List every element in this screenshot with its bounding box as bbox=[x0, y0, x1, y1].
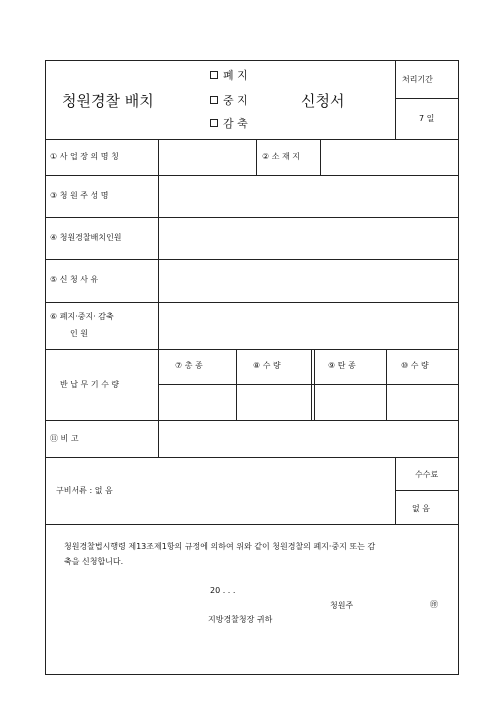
location-label: ② 소 재 지 bbox=[262, 152, 300, 161]
business-name-label: ① 사 업 장 의 명 칭 bbox=[50, 152, 119, 161]
rule bbox=[45, 259, 459, 260]
personnel-label: ④ 청원경찰배치인원 bbox=[50, 233, 122, 242]
suspend-checkbox[interactable] bbox=[210, 96, 218, 104]
returned-weapons-label: 반 납 무 기 수 량 bbox=[60, 380, 120, 389]
weapon-quantity-header: ⑧ 수 량 bbox=[253, 361, 281, 370]
weapon-type-header: ⑦ 총 종 bbox=[175, 361, 203, 370]
rule bbox=[45, 524, 459, 525]
header-divider bbox=[395, 60, 396, 139]
recipient-line: 지방경찰청장 귀하 bbox=[208, 615, 273, 624]
option-abolish-label: 폐 지 bbox=[223, 69, 248, 82]
reduce-checkbox[interactable] bbox=[210, 119, 218, 127]
owner-name-label: ③ 청 원 주 성 명 bbox=[50, 191, 109, 200]
option-reduce-label: 감 축 bbox=[223, 117, 248, 130]
statement-line-2: 축을 신청합니다. bbox=[64, 557, 124, 566]
rule bbox=[45, 420, 459, 421]
rule bbox=[45, 139, 459, 140]
ammo-type-header: ⑨ 탄 종 bbox=[328, 361, 356, 370]
required-documents: 구비서류 : 없 음 bbox=[56, 486, 113, 495]
rule bbox=[45, 302, 459, 303]
rule bbox=[320, 139, 321, 175]
option-suspend-label: 중 지 bbox=[223, 94, 248, 107]
change-personnel-label-2: 인 원 bbox=[70, 329, 88, 338]
option-reduce bbox=[210, 117, 248, 131]
rule bbox=[395, 490, 459, 491]
rule bbox=[311, 349, 312, 420]
fee-value: 없 음 bbox=[412, 504, 430, 513]
processing-period-label: 처리기간 bbox=[402, 75, 433, 84]
rule bbox=[45, 457, 459, 458]
statement-line-1: 청원경찰법시행령 제13조제1항의 규정에 의하여 위와 같이 청원경찰의 폐지·중지 또는 감 bbox=[64, 542, 376, 551]
seal-mark: ㊞ bbox=[430, 600, 438, 609]
rule bbox=[236, 349, 237, 420]
fee-label: 수수료 bbox=[415, 470, 439, 479]
remarks-label: ⑪ 비 고 bbox=[50, 434, 79, 443]
rule bbox=[158, 384, 459, 385]
option-suspend bbox=[210, 94, 248, 108]
rule bbox=[386, 349, 387, 420]
rule bbox=[45, 175, 459, 176]
option-abolish bbox=[210, 69, 248, 83]
ammo-quantity-header: ⑩ 수 량 bbox=[401, 361, 429, 370]
form-title-left: 청원경찰 배치 bbox=[62, 92, 154, 110]
rule bbox=[45, 349, 459, 350]
rule bbox=[45, 217, 459, 218]
rule bbox=[314, 349, 315, 420]
applicant-label: 청원주 bbox=[330, 601, 354, 610]
date-line: 20 . . . bbox=[210, 586, 236, 595]
reason-label: ⑤ 신 청 사 유 bbox=[50, 275, 99, 284]
abolish-checkbox[interactable] bbox=[210, 71, 218, 79]
change-personnel-label: ⑥ 폐지·중지· 감축 bbox=[50, 312, 114, 321]
rule bbox=[256, 139, 257, 175]
form-title-right: 신청서 bbox=[301, 92, 345, 110]
processing-period-value: 7 일 bbox=[419, 114, 435, 123]
rule bbox=[395, 98, 459, 99]
label-column-divider bbox=[158, 139, 159, 457]
